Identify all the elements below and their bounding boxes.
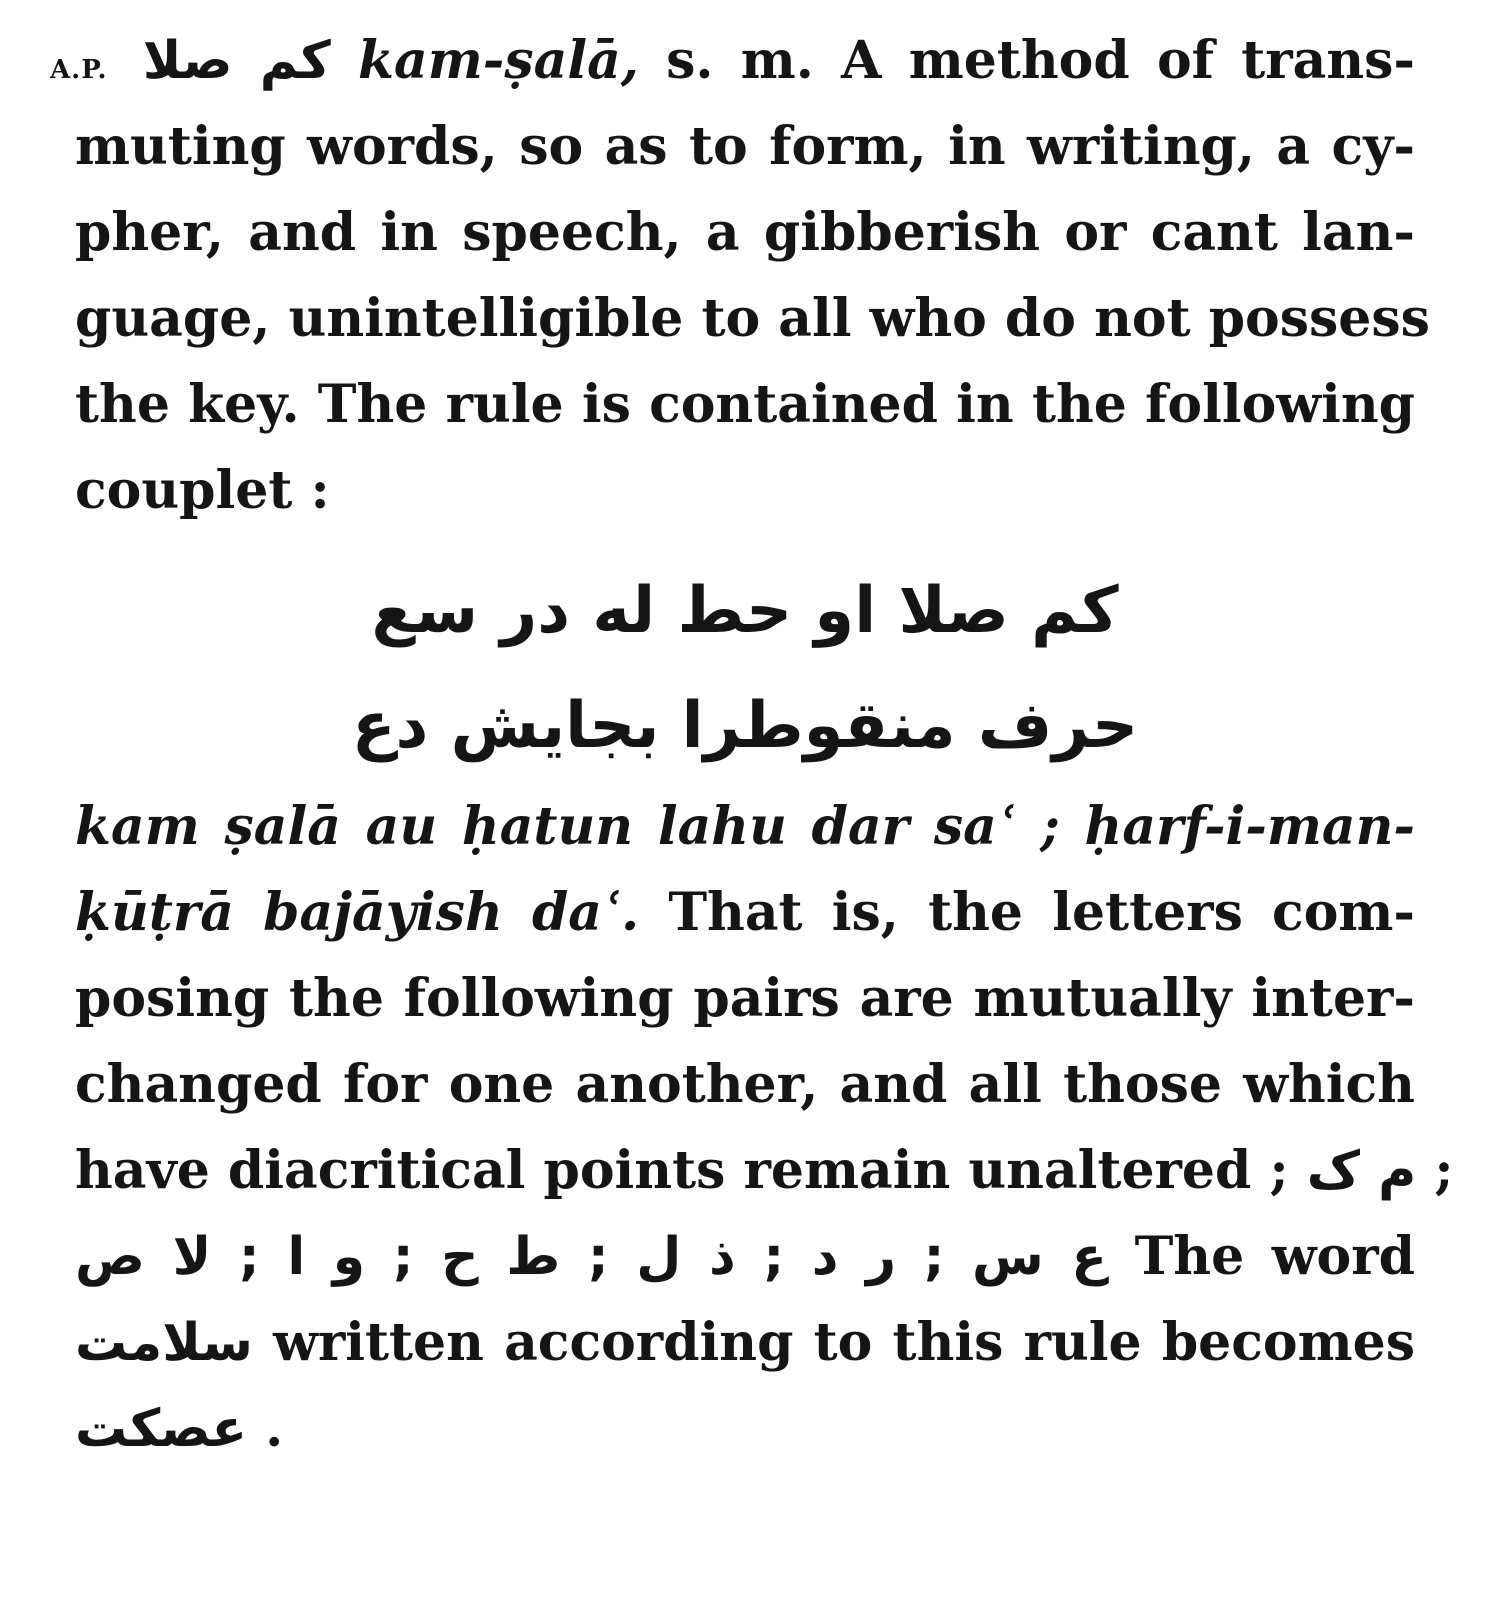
final-period: . (265, 1398, 284, 1459)
explanation-line (75, 1128, 1454, 1214)
example-word-original: سلامت (75, 1313, 253, 1373)
language-tag: A.P. (50, 55, 108, 85)
couplet-line: حرف منقوطرا بجایش دع (351, 689, 1139, 763)
definition-line: guage, unintelligible to all who do not possess (75, 288, 1430, 349)
definition-line: muting words, so as to form, in writing, a cy- (75, 116, 1415, 177)
definition-line: the key. The rule is contained in the following (75, 374, 1415, 435)
grammar-label: s. m. (666, 30, 814, 91)
letter-pair: م ک (1306, 1141, 1417, 1201)
couplet-transliteration: kam ṣalā au ḥatun lahu dar saʿ ; ḥarf-i-man- (75, 796, 1415, 857)
explanation-line: changed for one another, and all those which (75, 1054, 1415, 1115)
example-result-line (75, 1386, 1415, 1472)
explanation-line: posing the following pairs are mutually inter- (75, 968, 1415, 1029)
couplet-transliteration (75, 870, 1415, 956)
example-start: The word (1134, 1226, 1415, 1287)
explanation-text: have diacritical points remain unaltered ; (75, 1140, 1289, 1201)
example-word-result: عصکت (75, 1399, 248, 1459)
headword-arabic: کم صلا (142, 31, 331, 91)
dictionary-entry (50, 18, 1454, 1472)
example-text: written according to this rule becomes (273, 1312, 1415, 1373)
couplet-transliteration-end: ḳūṭrā bajāyish daʿ. (75, 882, 640, 943)
entry-headline (50, 18, 1415, 104)
definition-line: pher, and in speech, a gibberish or cant lan- (75, 202, 1415, 263)
example-line (75, 1300, 1415, 1386)
couplet-line: کم صلا او حط له در سع (371, 574, 1119, 648)
separator: ; (1434, 1140, 1454, 1201)
letter-pairs: ع س ; ر د ; ذ ل ; ط ح ; و ا ; لا ص (75, 1227, 1107, 1287)
definition-line: couplet : (75, 460, 330, 521)
definition-start: A method of trans- (841, 30, 1416, 91)
explanation-start: That is, the letters com- (668, 882, 1415, 943)
headword-transliteration: kam-ṣalā, (358, 30, 639, 91)
letter-pairs-line (75, 1214, 1415, 1300)
